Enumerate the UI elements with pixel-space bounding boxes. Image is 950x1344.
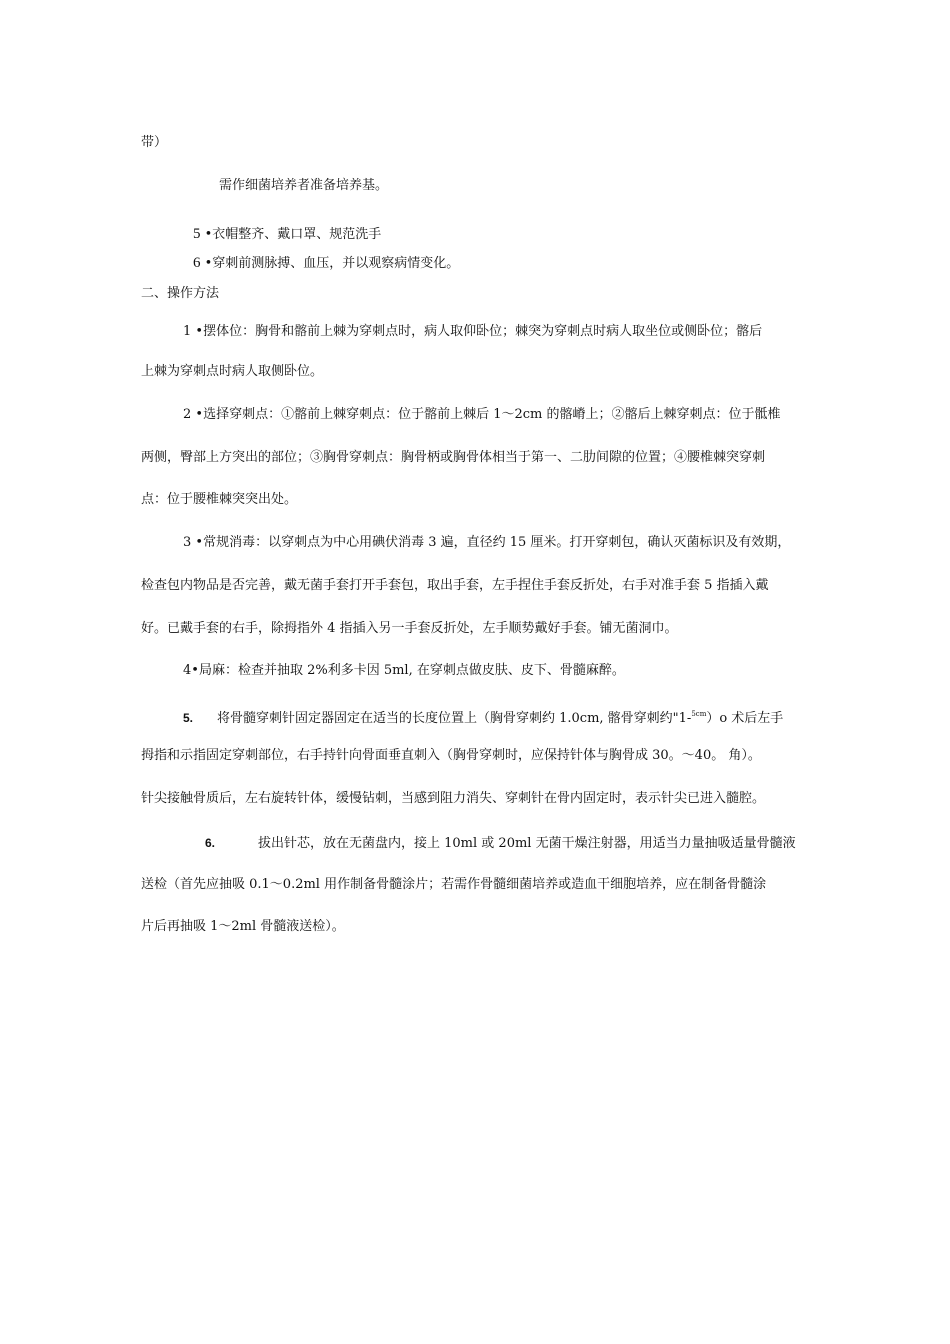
- step-4-line-1: 4•局麻：检查并抽取 2%利多卡因 5ml, 在穿刺点做皮肤、皮下、骨髓麻醉。: [183, 663, 625, 678]
- step-6-line-2: 送检（首先应抽吸 0.1〜0.2ml 用作制备骨髓涂片；若需作骨髓细菌培养或造血干细胞培养，应在制备骨髓涂: [141, 877, 767, 892]
- item-text: •衣帽整齐、戴口罩、规范洗手: [204, 227, 382, 242]
- item-number: 6: [193, 255, 201, 271]
- step-1-line-1: 1 •摆体位：胸骨和髂前上棘为穿刺点时，病人取仰卧位；棘突为穿刺点时病人取坐位或侧卧位；髂后: [183, 324, 763, 339]
- step-3-line-1: 3 •常规消毒：以穿刺点为中心用碘伏消毒 3 遍，直径约 15 厘米。打开穿刺包，确认灭菌标识及有效期，: [183, 535, 791, 550]
- step-3-line-3: 好。已戴手套的右手，除拇指外 4 指插入另一手套反折处，左手顺势戴好手套。铺无菌洞巾。: [141, 621, 678, 636]
- list-item: [193, 254, 459, 273]
- step-text: 拔出针芯，放在无菌盘内，接上 10ml 或 20ml 无菌干燥注射器，用适当力量抽吸适量骨髓液: [258, 836, 796, 851]
- step-6-line-3: 片后再抽吸 1〜2ml 骨髓液送检）。: [141, 919, 345, 934]
- step-3-line-2: 检查包内物品是否完善，戴无菌手套打开手套包，取出手套，左手捏住手套反折处，右手对准手套 5 指插入戴: [141, 578, 769, 593]
- item-number: 5: [193, 226, 201, 242]
- step-5-line-2: 拇指和示指固定穿刺部位，右手持针向骨面垂直刺入（胸骨穿刺时，应保持针体与胸骨成 30。〜40。 角）。: [141, 748, 761, 763]
- step-5-line-3: 针尖接触骨质后，左右旋转针体，缓慢钻刺，当感到阻力消失、穿刺针在骨内固定时，表示针尖已进入髓腔。: [141, 791, 766, 806]
- step-5-line-1: [183, 705, 783, 728]
- superscript: 5cm: [691, 710, 707, 718]
- step-text-end: ）o 术后左手: [706, 711, 784, 726]
- item-text: •穿刺前测脉搏、血压，并以观察病情变化。: [204, 256, 460, 271]
- step-2-line-3: 点：位于腰椎棘突突出处。: [141, 492, 298, 507]
- step-number: 5.: [183, 711, 194, 725]
- section-title: 二、操作方法: [141, 286, 220, 301]
- step-text: 将骨髓穿刺针固定器固定在适当的长度位置上（胸骨穿刺约 1.0cm, 髂骨穿刺约"1-: [217, 711, 692, 726]
- step-2-line-1: 2 •选择穿刺点：①髂前上棘穿刺点：位于髂前上棘后 1〜2cm 的髂嵴上；②髂后上棘穿刺点：位于骶椎: [183, 407, 781, 422]
- step-6-line-1: [205, 834, 796, 853]
- fragment-line: 带）: [141, 135, 168, 150]
- step-2-line-2: 两侧，臀部上方突出的部位；③胸骨穿刺点：胸骨柄或胸骨体相当于第一、二肋间隙的位置；④腰椎棘突穿刺: [141, 450, 766, 465]
- step-number: 6.: [205, 836, 216, 850]
- list-item: [193, 225, 381, 244]
- step-1-line-2: 上棘为穿刺点时病人取侧卧位。: [141, 364, 324, 379]
- culture-note: 需作细菌培养者准备培养基。: [219, 178, 389, 193]
